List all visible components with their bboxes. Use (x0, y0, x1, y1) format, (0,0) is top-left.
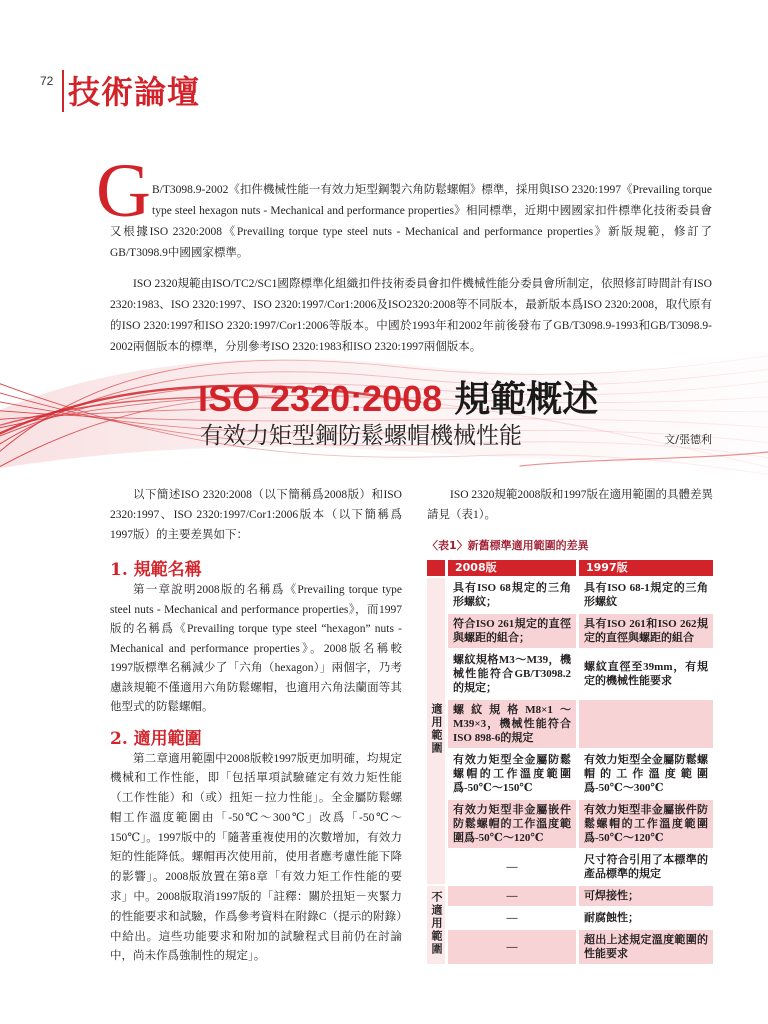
table-row (427, 650, 713, 698)
header-rule (62, 70, 64, 112)
intro-block (96, 149, 712, 355)
section-paragraph: 第二章適用範圍中2008版較1997版更加明確，均規定機械和工作性能，即「包括單項試驗確定有效力矩性能（工作性能）和（或）扭矩－拉力性能」。全金屬防鬆螺帽工作溫度範圍由「-50℃～300℃」改爲「-50℃～150℃」。1997版中的「隨著重複使用的次數增加，有效力矩的性能降低。螺帽再次使用前，使用者應考慮性能下降的影響」。2008版放置在第8章「有效力矩工作性能的要求」中。2008版取消1997版的「註釋：關於扭矩－夾緊力的性能要求和試驗，作爲參考資料在附錄C（提示的附錄）中給出。這些功能要求和附加的試驗程式目前仍在討論中，尚未作爲強制性的規定」。 (110, 752, 402, 963)
table-row (427, 930, 713, 964)
cell-1997: 耐腐蝕性； (584, 912, 639, 924)
table-row (427, 850, 713, 884)
drop-cap: G (96, 149, 151, 233)
article-title (198, 377, 598, 422)
cell-2008-dash: — (506, 861, 518, 873)
section-paragraph: 第一章說明2008版的名稱爲《Prevailing torque type steel nuts - Mechanical and performance properties》，而1997版的名稱爲《Prevailing torque type steel “hexagon” nuts - Mechanical and performance properties》。2008版名稱較1997版標準名稱減少了「六角（hexagon）」兩個字，乃考慮該規範不僅適用六角防鬆螺帽，也適用六角法蘭面等其他型式的防鬆螺帽。 (110, 584, 402, 713)
intro-paragraph: B/T3098.9-2002《扣件機械性能一有效力矩型鋼製六角防鬆螺帽》標準，採用與ISO 2320:1997《Prevailing torque type steel hexagon nuts - Mechanical and performance properties》相同標準，近期中國國家扣件標準化技術委員會又根據ISO 2320:2008《Prevailing torque type steel nuts - Mechanical and performance properties》新版規範，修訂了GB/T3098.9中國國家標準。 (110, 184, 712, 259)
article-subtitle: 有效力矩型鋼防鬆螺帽機械性能 (200, 423, 522, 449)
cell-1997: 可焊接性； (579, 886, 713, 906)
page-number: 72 (40, 74, 54, 88)
comparison-table (424, 558, 716, 966)
group-label: 適用範圍 (430, 703, 442, 755)
cell-2008: 螺紋規格M8×1～M39×3，機械性能符合ISO 898-6的規定 (448, 700, 576, 748)
left-intro-paragraph: 以下簡述ISO 2320:2008（以下簡稱爲2008版）和ISO 2320:1997、ISO 2320:1997/Cor1:2006版本（以下簡稱爲1997版）的主要差異如下： (110, 489, 402, 541)
title-text: 規範概述 (454, 379, 599, 420)
cell-2008-dash: — (448, 886, 576, 906)
group-cell-not-applicable (427, 886, 445, 964)
cell-2008: 有效力矩型非金屬嵌件防鬆螺帽的工作溫度範圍爲-50℃～120℃ (448, 800, 576, 848)
table-header-2008: 2008版 (448, 560, 576, 576)
table-row (427, 578, 713, 612)
right-intro-paragraph: ISO 2320規範2008版和1997版在適用範圍的具體差異請見（表1）。 (427, 489, 713, 521)
cell-1997: 超出上述規定溫度範圍的性能要求 (579, 930, 713, 964)
cell-1997: 尺寸符合引用了本標準的產品標準的規定 (584, 854, 708, 880)
section-heading: 2. 適用範圍 (110, 728, 202, 749)
section-heading: 1. 規範名稱 (110, 560, 202, 580)
group-cell-applicable (427, 578, 445, 884)
title-standard-code: ISO 2320:2008 (198, 378, 443, 419)
group-label: 不適用範圍 (430, 890, 442, 956)
cell-1997: 具有ISO 68-1規定的三角形螺紋 (584, 582, 708, 608)
table-header-row (427, 560, 713, 576)
table-row (427, 800, 713, 848)
left-column (110, 485, 402, 1015)
cell-2008: 符合ISO 261規定的直徑與螺距的組合； (448, 614, 576, 648)
cell-2008: 具有ISO 68規定的三角形螺紋； (453, 582, 571, 608)
table-row (427, 700, 713, 748)
cell-2008: 螺紋規格M3～M39，機械性能符合GB/T3098.2的規定； (453, 654, 571, 694)
cell-1997: 具有ISO 261和ISO 262規定的直徑與螺距的組合 (579, 614, 713, 648)
cell-2008-dash: — (506, 912, 518, 924)
right-column (427, 485, 713, 1015)
cell-1997-empty (579, 700, 713, 748)
cell-1997: 有效力矩型全金屬防鬆螺帽的工作溫度範圍爲-50℃～300℃ (584, 754, 708, 794)
table-header-1997: 1997版 (579, 560, 713, 576)
table-row (427, 886, 713, 906)
article-author: 文/張德利 (664, 433, 712, 446)
cell-1997: 螺紋直徑至39mm，有規定的機械性能要求 (584, 661, 708, 687)
table-caption: 〈表1〉新舊標準適用範圍的差異 (427, 539, 589, 552)
table-row (427, 750, 713, 798)
cell-1997: 有效力矩型非金屬嵌件防鬆螺帽的工作溫度範圍爲-50℃～120℃ (579, 800, 713, 848)
cell-2008-dash: — (448, 930, 576, 964)
table-row (427, 908, 713, 928)
table-header-group-cell (427, 560, 445, 576)
section-title: 技術論壇 (68, 73, 201, 111)
cell-2008: 有效力矩型全金屬防鬆螺帽的工作溫度範圍爲-50℃～150℃ (453, 754, 571, 794)
intro-paragraph: ISO 2320規範由ISO/TC2/SC1國際標準化組織扣件技術委員會扣件機械性能分委員會所制定，依照修訂時間計有ISO 2320:1983、ISO 2320:1997、ISO 2320:1997/Cor1:2006及ISO2320:2008等不同版本，最新版本爲ISO 2320:2008，取代原有的ISO 2320:1997和ISO 2320:1997/Cor1:2006等版本。中國於1993年和2002年前後發布了GB/T3098.9-1993和GB/T3098.9-2002兩個版本的標準，分別參考ISO 2320:1983和ISO 2320:1997兩個版本。 (110, 278, 712, 353)
table-row (427, 614, 713, 648)
